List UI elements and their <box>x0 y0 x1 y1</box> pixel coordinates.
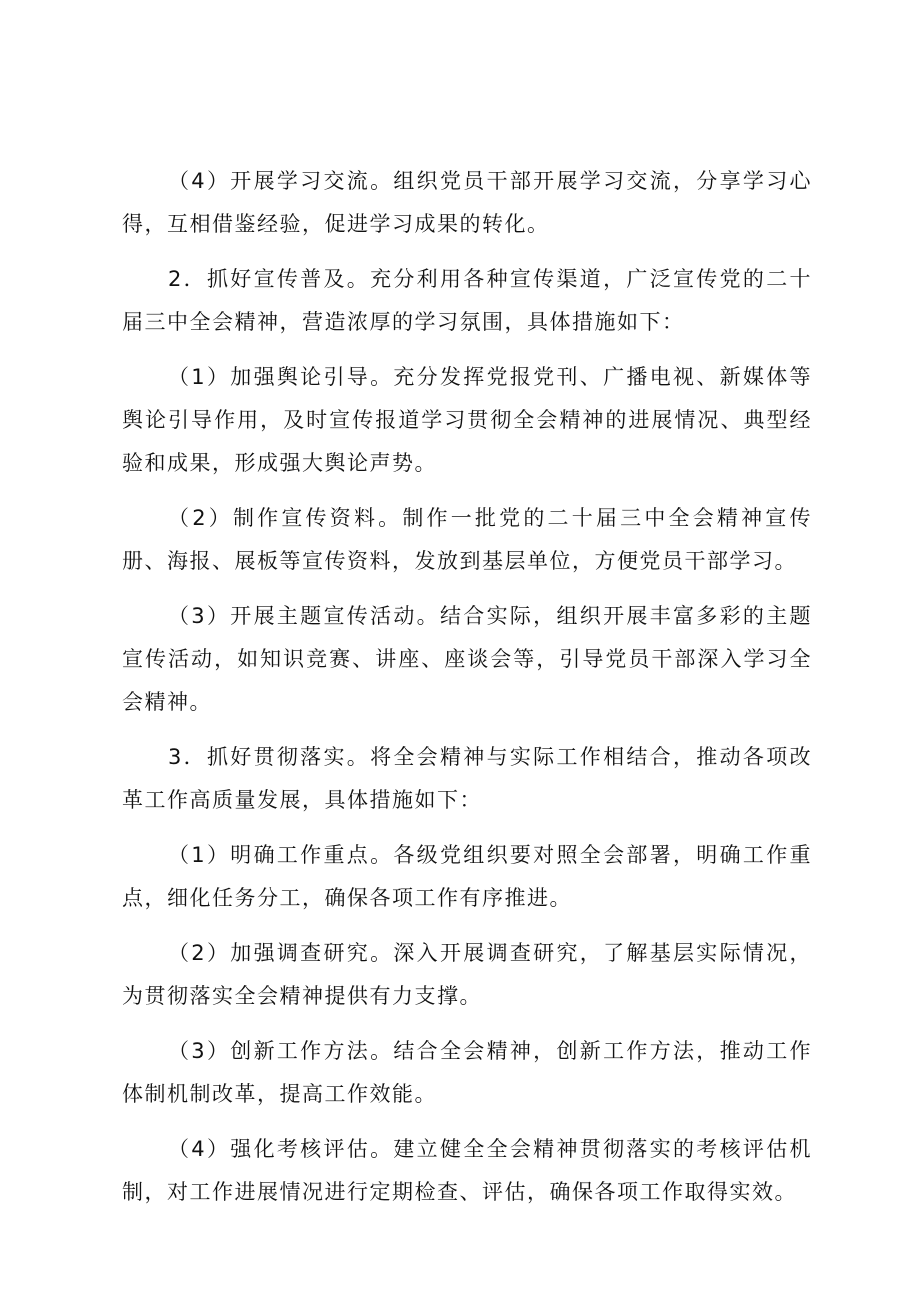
paragraph-assessment-evaluation: （4）强化考核评估。建立健全全会精神贯彻落实的考核评估机制，对工作进展情况进行定期检查、评估，确保各项工作取得实效。 <box>122 1137 812 1204</box>
paragraph-implementation-heading: 3．抓好贯彻落实。将全会精神与实际工作相结合，推动各项改革工作高质量发展，具体措施如下： <box>122 745 812 812</box>
paragraph-theme-activities: （3）开展主题宣传活动。结合实际，组织开展丰富多彩的主题宣传活动，如知识竞赛、讲座、座谈会等，引导党员干部深入学习全会精神。 <box>122 604 812 714</box>
paragraph-publicity-heading: 2．抓好宣传普及。充分利用各种宣传渠道，广泛宣传党的二十届三中全会精神，营造浓厚的学习氛围，具体措施如下： <box>122 267 812 334</box>
paragraph-investigation-research: （2）加强调查研究。深入开展调查研究，了解基层实际情况，为贯彻落实全会精神提供有力支撑。 <box>122 941 812 1008</box>
paragraph-study-exchange: （4）开展学习交流。组织党员干部开展学习交流，分享学习心得，互相借鉴经验，促进学习成果的转化。 <box>122 169 812 236</box>
document-body <box>122 160 812 1226</box>
paragraph-publicity-materials: （2）制作宣传资料。制作一批党的二十届三中全会精神宣传册、海报、展板等宣传资料，发放到基层单位，方便党员干部学习。 <box>122 506 812 573</box>
paragraph-public-opinion: （1）加强舆论引导。充分发挥党报党刊、广播电视、新媒体等舆论引导作用，及时宣传报道学习贯彻全会精神的进展情况、典型经验和成果，形成强大舆论声势。 <box>122 365 812 475</box>
paragraph-innovative-methods: （3）创新工作方法。结合全会精神，创新工作方法，推动工作体制机制改革，提高工作效能。 <box>122 1039 812 1106</box>
paragraph-work-priorities: （1）明确工作重点。各级党组织要对照全会部署，明确工作重点，细化任务分工，确保各项工作有序推进。 <box>122 843 812 910</box>
